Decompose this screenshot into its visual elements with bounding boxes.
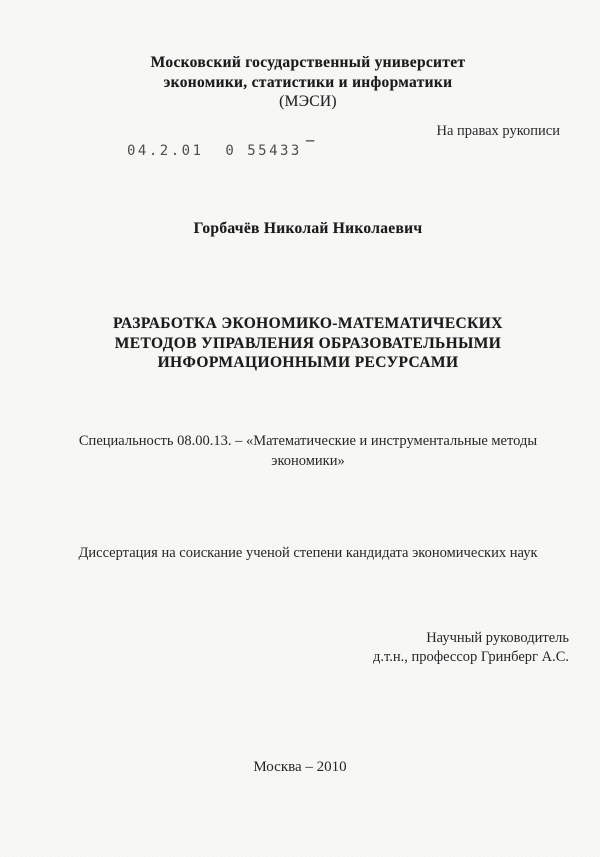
author-name: Горбачёв Николай Николаевич: [193, 220, 423, 237]
university-header: [16, 53, 600, 112]
university-name-line-1: Московский государственный университет: [150, 54, 466, 71]
manuscript-rights-note: На правах рукописи: [436, 123, 560, 139]
university-abbreviation: (МЭСИ): [279, 93, 337, 110]
scientific-supervisor-block: [373, 629, 569, 666]
degree-pursuit-note: Диссертация на соискание ученой степени кандидата экономических наук: [78, 545, 538, 561]
dissertation-title: [16, 314, 600, 373]
city-and-year: Москва – 2010: [253, 759, 347, 775]
supervisor-role-label: Научный руководитель: [426, 630, 569, 646]
stamp-suffix-mark: ‾: [305, 139, 315, 155]
dissertation-title-line-1: РАЗРАБОТКА ЭКОНОМИКО-МАТЕМАТИЧЕСКИХ: [113, 315, 503, 332]
supervisor-name: д.т.н., профессор Гринберг А.С.: [372, 648, 569, 665]
specialty-line-1: Специальность 08.00.13. – «Математические и инструментальные методы: [78, 433, 538, 449]
dissertation-title-line-2: МЕТОДОВ УПРАВЛЕНИЯ ОБРАЗОВАТЕЛЬНЫМИ: [114, 334, 502, 352]
stamp-number: 04.2.01 0 55433: [127, 143, 302, 159]
dissertation-title-line-3: ИНФОРМАЦИОННЫМИ РЕСУРСАМИ: [157, 354, 459, 371]
specialty-line-2: экономики»: [271, 453, 345, 469]
library-accession-stamp: [127, 139, 315, 159]
university-name-line-2: экономики, статистики и информатики: [163, 73, 453, 91]
specialty-designation: [16, 431, 600, 471]
